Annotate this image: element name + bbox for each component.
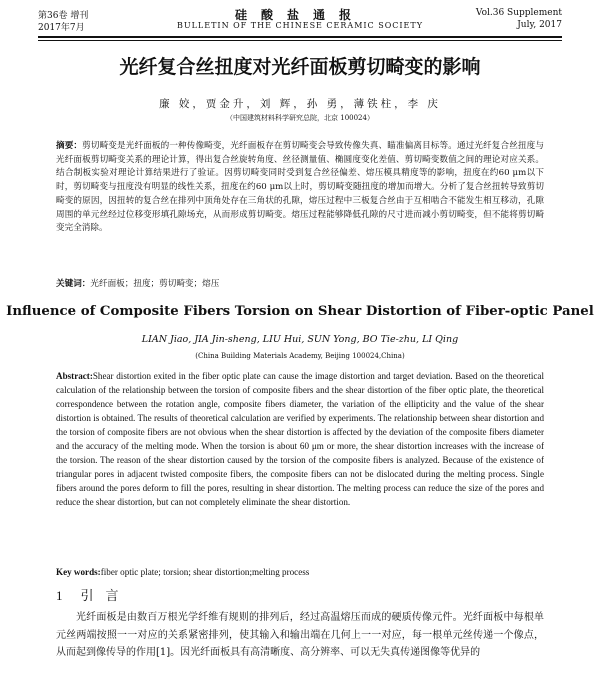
affiliation-cn: （中国建筑材料科学研究总院，北京 100024） [226, 114, 374, 122]
header-rule [38, 40, 562, 41]
intro-paragraph: 光纤面板是由数百万根光学纤维有规则的排列后，经过高温熔压而成的硬质传像元件。光纤面板中每根单元丝两端按照一一对应的关系紧密排列，使其输入和输出端在几何上一一对应，每一根单元丝传递一个像点，从而起到像传导的作用[1]。因光纤面板具有高清晰度、高分辨率、可以无失真传递图像等优异的 [56, 612, 544, 658]
abstract-en-label: Abstract: [56, 371, 93, 381]
abstract-cn [56, 140, 544, 276]
date-en: July, 2017 [517, 20, 562, 30]
volume-issue: 第36卷 增刊 [38, 11, 89, 21]
journal-header [38, 6, 562, 38]
abstract-en-text: Shear distortion exited in the fiber optic plate can cause the image distortion and target deviation. Based on the theoretical calculation of the relationship between the torsion of composite fibers and the shear distortion of the fiber optic plate, the theoretical correspondence between the rotation angle, composite fibers diameter, the variation of the ellipticity and the value of the shear distortion is obtained. The results of theoretical calculation are verified by experiments. The relationship between shear distortion and the torsion of composite fibers are not obvious when the shear distortion is affected by the deviation of the composite fibers diameter and the accuracy of the melting mode. When the torsion is about 60 μm or more, the shear distortion increases with the increase of the torsion. The reason of the shear distortion caused by the torsion of the composite fibers is analyzed. Because of the existence of triangular pores in adjacent twisted composite fibers, the composite fibers can not be dislocated during the melting process. Single fibers around the pores deform to fill the pores, resulting in shear distortion. The melting process can reduce the size of the pores and reduce the shear distortion, but can not completely eliminate the shear distortion. [56, 371, 544, 507]
abstract-en [56, 370, 544, 566]
paper-title-cn: 光纤复合丝扭度对光纤面板剪切畸变的影响 [119, 56, 481, 78]
date-cn: 2017年7月 [38, 23, 85, 33]
keywords-cn [56, 278, 544, 292]
authors-en: LIAN Jiao, JIA Jin-sheng, LIU Hui, SUN Yong, BO Tie-zhu, LI Qing [141, 334, 459, 345]
journal-name-en: BULLETIN OF THE CHINESE CERAMIC SOCIETY [177, 21, 423, 30]
abstract-cn-label: 摘要： [56, 141, 83, 151]
section-number: 1 [56, 588, 63, 603]
keywords-en [56, 567, 544, 577]
section-title: 引言 [80, 589, 131, 604]
section-heading [56, 585, 131, 604]
affiliation-en: (China Building Materials Academy, Beijing 100024,China) [195, 352, 405, 360]
volume-supplement: Vol.36 Supplement [475, 8, 562, 18]
keywords-cn-text: 光纤面板；扭度；剪切畸变；熔压 [90, 279, 220, 289]
paper-title-en: Influence of Composite Fibers Torsion on Shear Distortion of Fiber-optic Panel [6, 304, 594, 319]
keywords-cn-label: 关键词： [56, 279, 91, 289]
journal-name-cn: 硅酸盐通报 [234, 8, 365, 22]
keywords-en-label: Key words: [56, 567, 101, 577]
keywords-en-text: fiber optic plate; torsion; shear distortion;melting process [100, 567, 310, 577]
abstract-cn-text: 剪切畸变是光纤面板的一种传像畸变，光纤面板存在剪切畸变会导致传像失真、瞄准偏离目标等。通过光纤复合丝扭度与光纤面板剪切畸变关系的理论计算，得出复合丝旋转角度、丝径测量值、椭圆度变化差值、剪切畸变数值之间的理论对应关系。结合制板实验对理论计算结果进行了验证。因剪切畸变同时受到复合丝径偏差、熔压模具精度等的影响，扭度在约60 μm以下时，剪切畸变与扭度没有明显的线性关系，扭度在约60 μm以上时，剪切畸变随扭度的增加而增大。分析了复合丝扭转导致剪切畸变的原因，因扭转的复合丝在排列中顶角处存在三角状的孔隙，熔压过程中三板复合丝由于互相啮合不能发生相互移动，孔隙周围的单元丝经过位移变形填孔隙场充，从而形成剪切畸变。熔压过程能够降低孔隙的尺寸进而减小剪切畸变，但不能将剪切畸变完全消除。 [56, 141, 544, 234]
authors-cn: 廉 姣，贾金升，刘 辉，孙 勇，薄铁柱，李 庆 [159, 98, 441, 110]
